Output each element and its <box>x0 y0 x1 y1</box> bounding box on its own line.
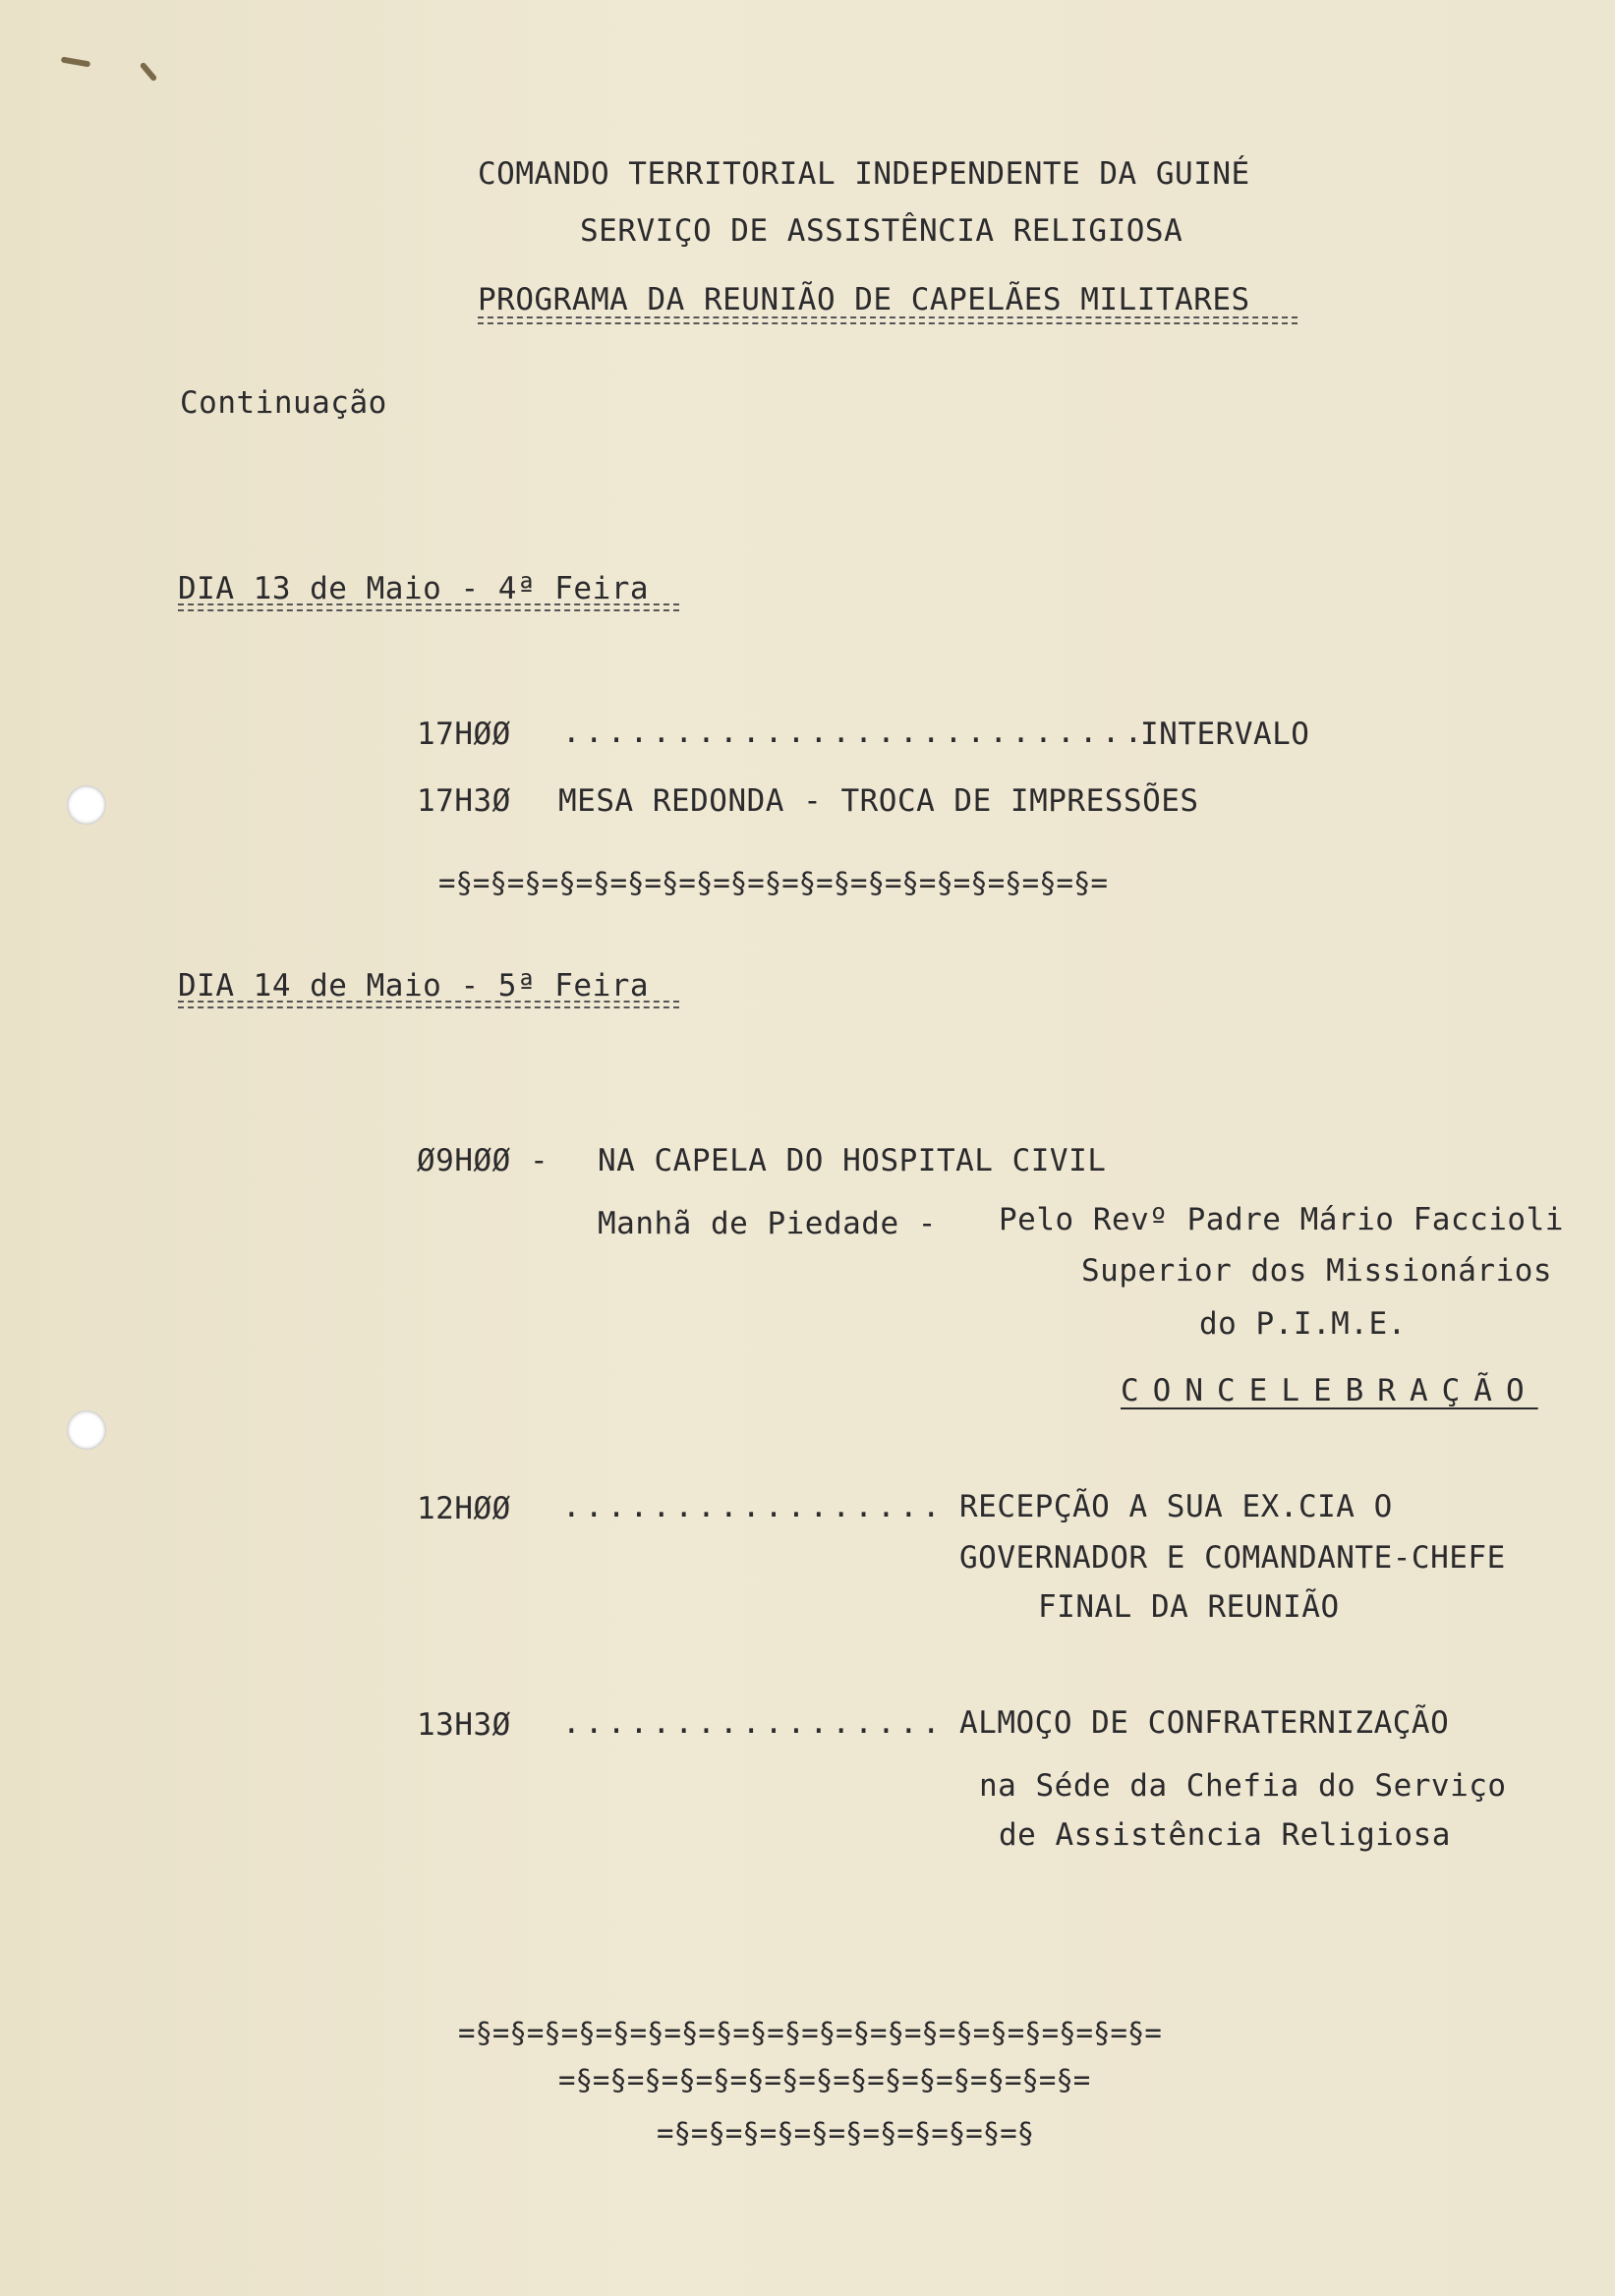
day13-title: DIA 13 de Maio - 4ª Feira <box>178 571 650 606</box>
day13-item1-time: 17HØØ <box>417 717 511 752</box>
day14-double-underline <box>178 1001 679 1008</box>
day14-item2-line2: GOVERNADOR E COMANDANTE-CHEFE <box>959 1540 1506 1576</box>
day14-item2-line3: FINAL DA REUNIÃO <box>1038 1589 1340 1625</box>
day13-item1-text: INTERVALO <box>1140 717 1310 752</box>
day14-item1-sub1-a: Manhã de Piedade - <box>598 1206 937 1241</box>
day14-item3-time: 13H3Ø <box>417 1707 511 1743</box>
day14-item3-line3: de Assistência Religiosa <box>999 1817 1451 1853</box>
concelebracao-heading: CONCELEBRAÇÃO <box>1121 1373 1538 1408</box>
footer-separator-3: =§=§=§=§=§=§=§=§=§=§=§ <box>657 2116 1035 2150</box>
day13-item1-dots: .......................... <box>562 715 1147 750</box>
day14-item1-sub2: Superior dos Missionários <box>1081 1253 1553 1289</box>
continuation-label: Continuação <box>180 385 387 421</box>
punch-hole-top <box>67 785 106 825</box>
header-line-1: COMANDO TERRITORIAL INDEPENDENTE DA GUINÉ <box>478 156 1250 192</box>
day14-item2-time: 12HØØ <box>417 1491 511 1526</box>
day13-item2-text: MESA REDONDA - TROCA DE IMPRESSÕES <box>558 783 1199 819</box>
day14-item3-dots: ................. <box>562 1705 945 1741</box>
day14-item2-line1: RECEPÇÃO A SUA EX.CIA O <box>959 1489 1393 1524</box>
punch-hole-bottom <box>67 1410 106 1450</box>
day14-item1-time: Ø9HØØ - <box>417 1143 549 1178</box>
day14-title: DIA 14 de Maio - 5ª Feira <box>178 968 650 1004</box>
day13-item2-time: 17H3Ø <box>417 783 511 819</box>
footer-separator-2: =§=§=§=§=§=§=§=§=§=§=§=§=§=§=§= <box>558 2063 1091 2096</box>
staple-mark-2 <box>140 62 158 83</box>
day13-double-underline <box>178 603 679 611</box>
header-double-underline <box>478 316 1298 324</box>
day14-item1-sub3: do P.I.M.E. <box>1199 1306 1407 1342</box>
day14-item1-text: NA CAPELA DO HOSPITAL CIVIL <box>598 1143 1107 1178</box>
day14-item2-dots: ................. <box>562 1489 945 1524</box>
staple-mark <box>61 56 91 67</box>
footer-separator-1: =§=§=§=§=§=§=§=§=§=§=§=§=§=§=§=§=§=§=§=§= <box>458 2016 1162 2049</box>
day14-item3-line1: ALMOÇO DE CONFRATERNIZAÇÃO <box>959 1705 1450 1741</box>
separator-1: =§=§=§=§=§=§=§=§=§=§=§=§=§=§=§=§=§=§=§= <box>438 866 1108 899</box>
day14-item1-sub1-b: Pelo Revº Padre Mário Faccioli <box>999 1202 1564 1237</box>
header-line-3: PROGRAMA DA REUNIÃO DE CAPELÃES MILITARES <box>478 282 1250 317</box>
day14-item3-line2: na Séde da Chefia do Serviço <box>979 1768 1507 1804</box>
header-line-2: SERVIÇO DE ASSISTÊNCIA RELIGIOSA <box>580 213 1183 249</box>
